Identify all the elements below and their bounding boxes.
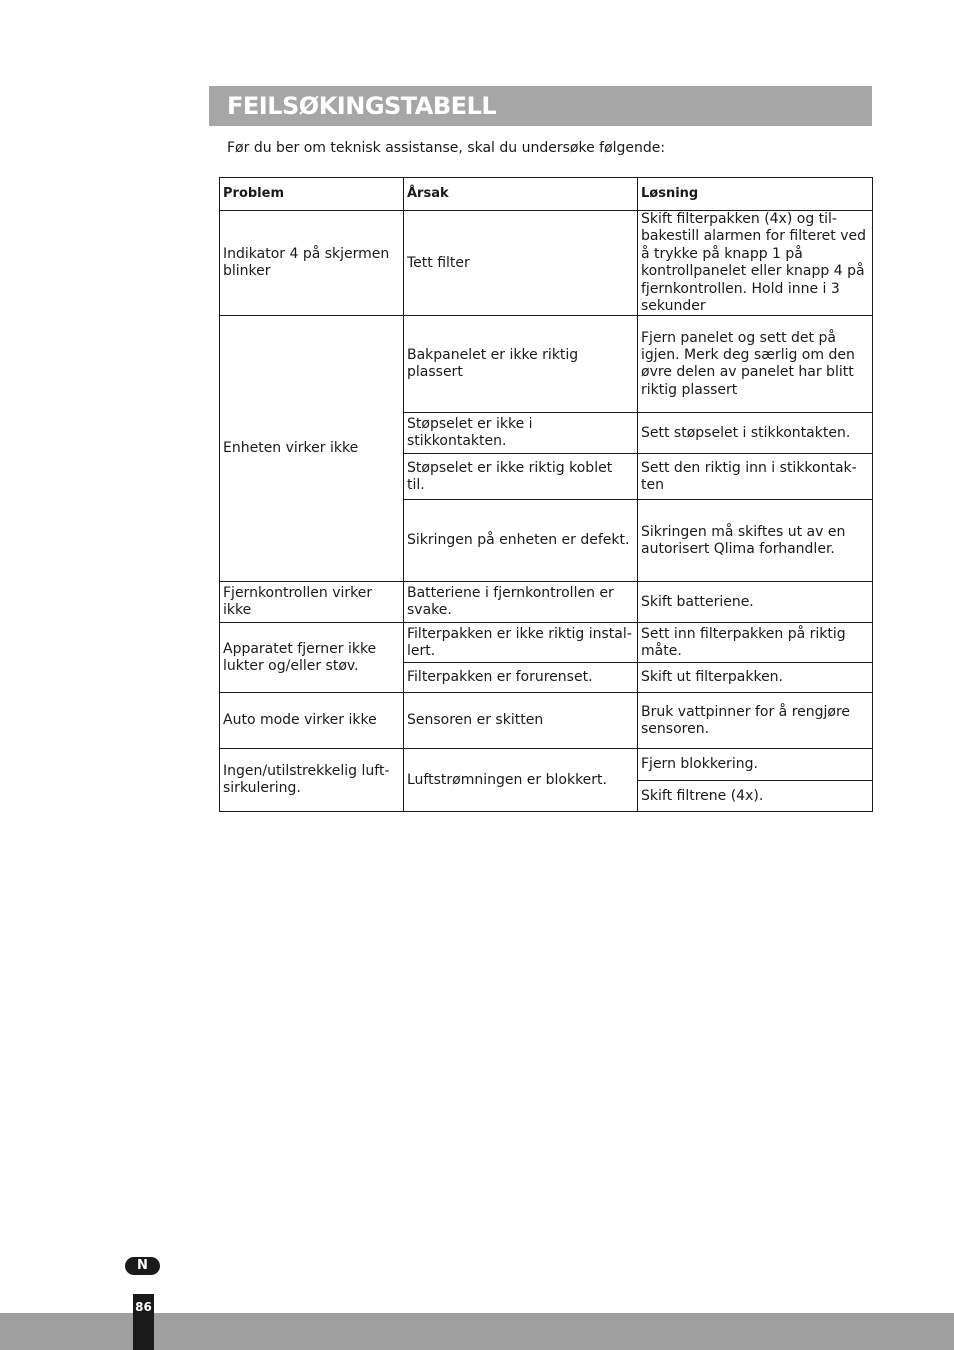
table-row — [220, 582, 873, 623]
problem-cell: Fjernkontrollen virker ikke — [220, 582, 404, 623]
table-row — [220, 623, 873, 663]
page-number: 86 — [133, 1294, 154, 1350]
troubleshooting-table — [219, 177, 873, 812]
solution-cell: Sett inn filterpakken på riktig måte. — [638, 623, 873, 663]
table-row — [220, 749, 873, 781]
page-title: FEILSØKINGSTABELL — [227, 92, 497, 120]
problem-cell: Apparatet fjerner ikke lukter og/eller støv. — [220, 623, 404, 693]
cause-cell: Sensoren er skitten — [404, 693, 638, 749]
problem-cell: Auto mode virker ikke — [220, 693, 404, 749]
cause-cell: Filterpakken er forurenset. — [404, 663, 638, 693]
solution-cell: Fjern blokkering. — [638, 749, 873, 781]
problem-cell: Enheten virker ikke — [220, 316, 404, 582]
solution-cell: Sett støpselet i stikkontakten. — [638, 413, 873, 454]
intro-text: Før du ber om teknisk assistanse, skal du undersøke følgende: — [227, 140, 666, 156]
solution-cell: Bruk vattpinner for å rengjøre sensoren. — [638, 693, 873, 749]
cause-cell: Batteriene i fjernkontrollen er svake. — [404, 582, 638, 623]
solution-cell: Skift batteriene. — [638, 582, 873, 623]
cause-cell: Bakpanelet er ikke riktig plassert — [404, 316, 638, 413]
cause-cell: Støpselet er ikke i stikkontakten. — [404, 413, 638, 454]
solution-cell: Fjern panelet og sett det på igjen. Merk deg særlig om den øvre delen av panelet har blitt riktig plassert — [638, 316, 873, 413]
cause-cell: Luftstrømningen er blokkert. — [404, 749, 638, 812]
table-row — [220, 316, 873, 413]
cause-cell: Filterpakken er ikke riktig instal-lert. — [404, 623, 638, 663]
header-solution: Løsning — [638, 178, 873, 211]
title-bar — [209, 86, 872, 126]
table-header-row — [220, 178, 873, 211]
cause-cell: Støpselet er ikke riktig koblet til. — [404, 454, 638, 500]
header-cause: Årsak — [404, 178, 638, 211]
solution-cell: Sikringen må skiftes ut av en autorisert Qlima forhandler. — [638, 500, 873, 582]
table-row — [220, 693, 873, 749]
solution-cell: Sett den riktig inn i stikkontak-ten — [638, 454, 873, 500]
header-problem: Problem — [220, 178, 404, 211]
solution-cell: Skift filterpakken (4x) og til-bakestill alarmen for filteret ved å trykke på knapp 1 på kontrollpanelet eller knapp 4 på fjernkontrollen. Hold inne i 3 sekunder — [638, 211, 873, 316]
cause-cell: Sikringen på enheten er defekt. — [404, 500, 638, 582]
language-badge: N — [125, 1257, 160, 1275]
solution-cell: Skift filtrene (4x). — [638, 781, 873, 812]
problem-cell: Indikator 4 på skjermen blinker — [220, 211, 404, 316]
solution-cell: Skift ut filterpakken. — [638, 663, 873, 693]
cause-cell: Tett filter — [404, 211, 638, 316]
problem-cell: Ingen/utilstrekkelig luft-sirkulering. — [220, 749, 404, 812]
table-row — [220, 211, 873, 316]
